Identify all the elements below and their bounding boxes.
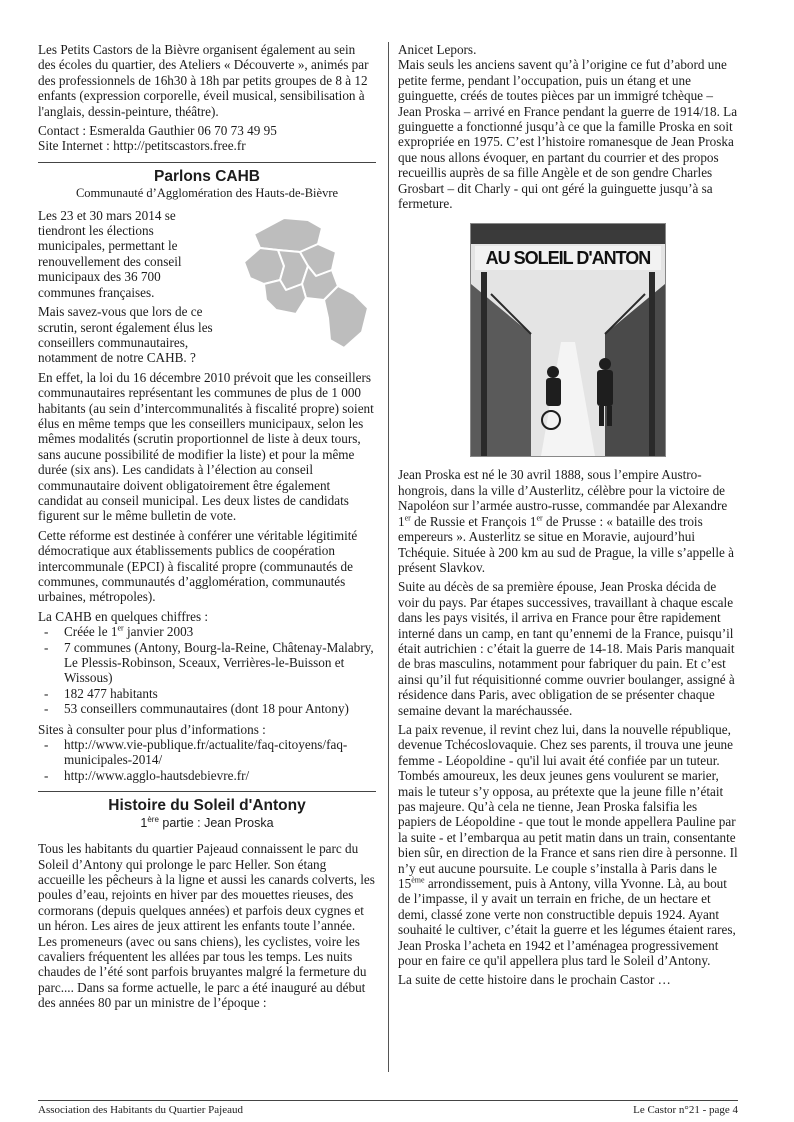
cahb-title: Parlons CAHB (154, 167, 260, 185)
site-link[interactable]: - http://www.vie-publique.fr/actualite/faq-citoyens/faq-municipales-2014/ (38, 737, 376, 768)
cahb-paragraph-4: Cette réforme est destinée à conférer une véritable légitimité démocratique aux établissements publics de coopération intercommunale (EPCI) à fiscalité propre (communautés de communes, communautés d’agglomération, communautés urbaines, métropoles). (38, 527, 358, 605)
cahb-paragraph-3: En effet, la loi du 16 décembre 2010 prévoit que les conseillers communautaires représentant les communes de plus de 1 000 habitants (au sein d’intercommunalités à fiscalité propre) soient élus en même temps que les conseillers municipaux, selon les mêmes modalités (scrutin proportionnel de liste à deux tours, sans aucune possibilité de modifier la liste) et pour la même durée (six ans). Les candidats à l’élection au conseil communautaire doivent obligatoirement être également candidat au conseil municipal. Les deux listes de candidats figurent sur le même bulletin de vote. (38, 369, 374, 524)
cahb-map-icon (226, 208, 376, 360)
intro-paragraph: Les Petits Castors de la Bièvre organisent également au sein des écoles du quartier, des Ateliers « Découverte », animés par des professionnels de 16h30 à 18h par petits groupes de 8 à 12 enfants (expression corporelle, éveil musical, sensibilisation à l'anglais, dessin-peinture, théâtre). (38, 42, 369, 119)
soleil-paragraph-2: Mais seuls les anciens savent qu’à l’origine ce fut d’abord une petite ferme, pendant l’occupation, puis un étang et une guinguette, créés de toutes pièces par un immigré tchèque – Jean Proska – arrivé en France pendant la guerre de 1914/18. La guinguette a fonctionné jusqu’à ce que la famille Proska en soit expropriée en 1975. C’est l’histoire romanesque de Jean Proska que nous allons évoquer, en partant du courrier et des propos recueillis auprès de sa fille Angèle et de son gendre Charles Grosbart – dit Charly - qui ont géré la guinguette jusqu’à sa fermeture. (398, 57, 738, 212)
soleil-paragraph-5: La paix revenue, il revint chez lui, dans la nouvelle république, devenue Tchécoslovaquie. Chez ses parents, il trouva une jeune femme - Léopoldine - qu'il lui avait été confiée par un tuteur. Tombés amoureux, les deux jeunes gens voulurent se marier, mais le tuteur s’y opposa, au prétexte que la jeune fille n’était pas majeure. Qu’à cela ne tienne, Jean Proska falsifia les papiers de Léopoldine - que tout le monde appellera Pauline par la suite - et l’embarqua au petit matin dans un train, consentante bien sûr, en direction de la France et sans rien dire à personne. Il n’y eut aucune poursuite. Le couple s’installa à Paris dans le 15ème arrondissement, puis à Antony, villa Yvonne. Là, au bout de l’impasse, il y avait un terrain en friche, de un hectare et demi, classé zone verte non constructible depuis 1924. Ayant souhaité le cultiver, c’était la guerre et les légumes étaient rares, Jean Proska l’acheta en 1942 et l’aménagea progressivement pour en faire ce qu'il appellera plus tard le Soleil d’Antony. (398, 721, 738, 969)
list-item: - 7 communes (Antony, Bourg-la-Reine, Châtenay-Malabry, Le Plessis-Robinson, Sceaux, Verrières-le-Buisson et Wissous) (38, 640, 376, 686)
photo-sign: AU SOLEIL D'ANTON (475, 246, 661, 270)
website-line: Site Internet : http://petitscastors.free.fr (38, 138, 246, 154)
cahb-figures-list (38, 624, 376, 716)
site-link[interactable]: - http://www.agglo-hautsdebievre.fr/ (38, 768, 376, 783)
right-column (398, 42, 738, 992)
footer-association: Association des Habitants du Quartier Pajeaud (38, 1104, 243, 1116)
left-column (38, 42, 376, 1015)
section-divider (38, 791, 376, 792)
soleil-paragraph-4: Suite au décès de sa première épouse, Jean Proska décida de voir du pays. Par étapes successives, travaillant à chaque escale dans les pays visités, il arriva en France pour être rapidement interné dans un camp, en tant qu’ennemi de la France, puisqu’il était autrichien : c’était la guerre de 14-18. Mais Paris manquait de bras masculins, notamment pour fabriquer du pain. Et c’est ainsi qu’il fut réquisitionné comme ouvrier boulanger, assigné à résidence dans Paris, avec obligation de se présenter chaque semaine devant la maréchaussée. (398, 579, 735, 718)
cahb-figures-intro: La CAHB en quelques chiffres : (38, 608, 209, 624)
soleil-paragraph-3: Jean Proska est né le 30 avril 1888, sous l’empire Austro-hongrois, dans la ville d’Austerlitz, célèbre pour la victoire de Napoléon sur l’armée austro-russe, commandée par Alexandre 1er de Russie et François 1er de Prusse : « bataille des trois empereurs ». Austerlitz se situe en Moravie, aujourd’hui Tchéquie. Située à 200 km au sud de Prague, la ville s’appelle à présent Slavkov. (398, 467, 734, 575)
section-divider (38, 162, 376, 163)
cahb-paragraph-1: Les 23 et 30 mars 2014 se tiendront les élections municipales, permettant le renouvellement des conseil municipaux des 36 700 communes françaises. (38, 207, 182, 300)
cahb-sites-intro: Sites à consulter pour plus d’informations : (38, 721, 266, 737)
list-item: - 53 conseillers communautaires (dont 18 pour Antony) (38, 701, 376, 716)
column-divider (388, 42, 389, 1072)
soleil-title: Histoire du Soleil d'Antony (108, 797, 306, 815)
soleil-subtitle: 1ère partie : Jean Proska (140, 814, 274, 830)
footer-page-number: Le Castor n°21 - page 4 (633, 1104, 738, 1116)
cahb-paragraph-2: Mais savez-vous que lors de ce scrutin, seront également élus les conseillers communautaires, notamment de notre CAHB. ? (38, 304, 213, 366)
soleil-continuation-note: La suite de cette histoire dans le prochain Castor … (398, 972, 671, 988)
cahb-subtitle: Communauté d’Agglomération des Hauts-de-Bièvre (75, 186, 339, 201)
footer-divider (38, 1100, 738, 1101)
list-item: - 182 477 habitants (38, 686, 376, 701)
contact-line: Contact : Esmeralda Gauthier 06 70 73 49 95 (38, 123, 277, 139)
list-item: - Créée le 1er janvier 2003 (38, 624, 376, 639)
soleil-paragraph-1: Tous les habitants du quartier Pajeaud connaissent le parc du Soleil d’Antony qui prolonge le parc Heller. Son étang accueille les pêcheurs à la ligne et aussi les canards colverts, les poules d’eau, rejoints en hiver par des mouettes rieuses, des cormorans (depuis quelques années) et parfois deux cygnes et un héron. Les aires de jeux attirent les enfants toute l’année. Les promeneurs (avec ou sans chiens), les cyclistes, voire les cavaliers fréquentent les allées par tous les temps. Les nuits chaudes de l’été sont parfois bruyantes malgré la fermeture du parc.... Dans sa forme actuelle, le parc a été inauguré au début des années 80 par un ministre de l’époque : (38, 841, 375, 1011)
cahb-map (226, 208, 376, 360)
soleil-paragraph-continued: Anicet Lepors. (398, 42, 477, 57)
soleil-photo (470, 223, 666, 457)
cahb-sites-list (38, 737, 376, 783)
